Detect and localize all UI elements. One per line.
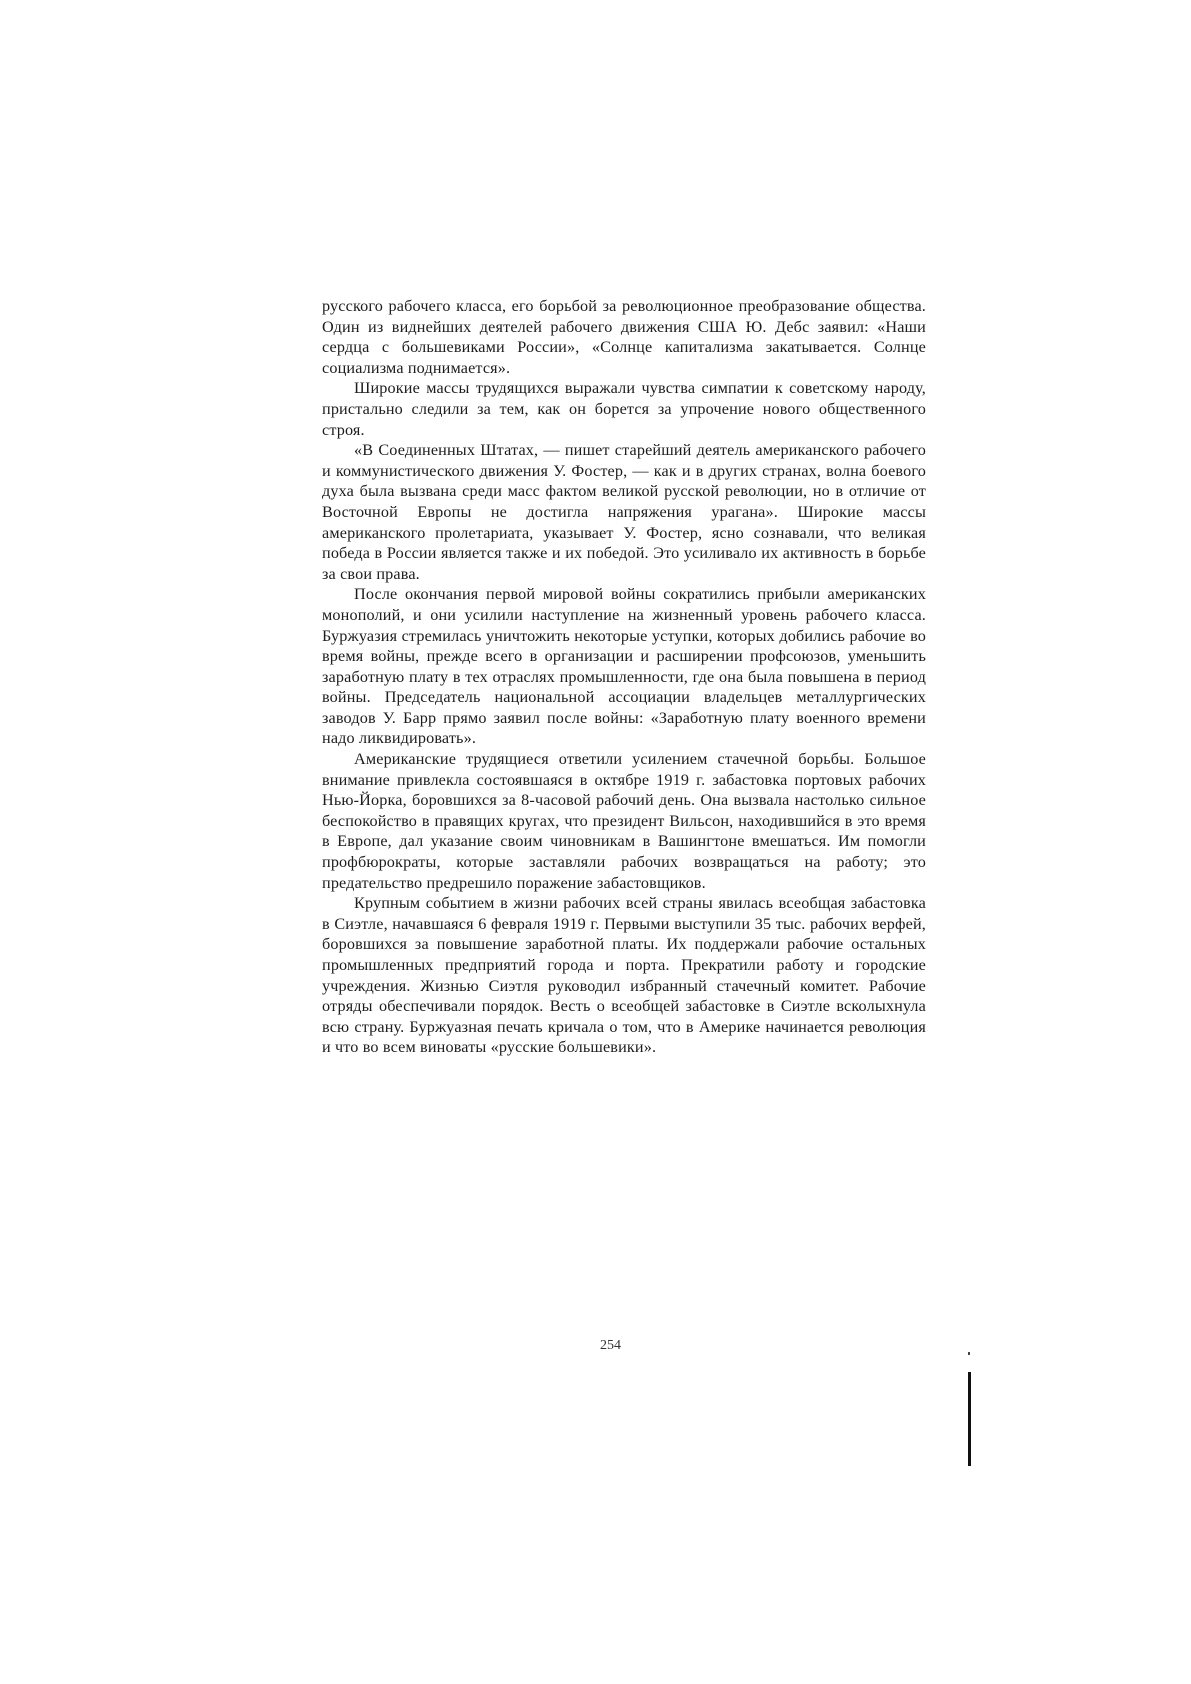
page-number: 254 [600, 1338, 621, 1353]
paragraph-1: русского рабочего класса, его борьбой за революционное преобразование общества. Один из виднейших деятелей рабочего движения США Ю. Дебс заявил: «Наши сердца с большевиками России», «Солнце капитализма закатывается. Солнце социализма поднимается». [322, 297, 926, 377]
paragraph-6: Крупным событием в жизни рабочих всей страны явилась всеобщая забастовка в Сиэтле, начавшаяся 6 февраля 1919 г. Первыми выступили 35 тыс. рабочих верфей, боровшихся за повышение заработной платы. Их поддержали рабочие остальных промышленных предприятий города и порта. Прекратили работу и городские учреждения. Жизнью Сиэтля руководил избранный стачечный комитет. Рабочие отряды обеспечивали порядок. Весть о всеобщей забастовке в Сиэтле всколыхнула всю страну. Буржуазная печать кричала о том, что в Америке начинается революция и что во всем виноваты «русские большевики». [322, 894, 926, 1057]
paragraph-2: Широкие массы трудящихся выражали чувства симпатии к советскому народу, пристально следили за тем, как он борется за упрочение нового общественного строя. [322, 379, 926, 439]
paragraph-4: После окончания первой мировой войны сократились прибыли американских монополий, и они усилили наступление на жизненный уровень рабочего класса. Буржуазия стремилась уничтожить некоторые уступки, которых добились рабочие во время войны, прежде всего в организации и расширении профсоюзов, уменьшить заработную плату в тех отраслях промышленности, где она была повышена в период войны. Председатель национальной ассоциации владельцев металлургических заводов У. Барр прямо заявил после войны: «Заработную плату военного времени надо ликвидировать». [322, 585, 926, 748]
scan-artifact-line [968, 1372, 971, 1466]
body-text [322, 296, 926, 1058]
paragraph-3: «В Соединенных Штатах, — пишет старейший деятель американского рабочего и коммунистического движения У. Фостер, — как и в других странах, волна боевого духа была вызвана среди масс фактом великой русской революции, но в отличие от Восточной Европы не достигла напряжения урагана». Широкие массы американского пролетариата, указывает У. Фостер, ясно сознавали, что великая победа в России является также и их победой. Это усиливало их активность в борьбе за свои права. [322, 441, 926, 583]
paragraph-5: Американские трудящиеся ответили усилением стачечной борьбы. Большое внимание привлекла состоявшаяся в октябре 1919 г. забастовка портовых рабочих Нью-Йорка, боровшихся за 8-часовой рабочий день. Она вызвала настолько сильное беспокойство в правящих кругах, что президент Вильсон, находившийся в это время в Европе, дал указание своим чиновникам в Вашингтоне вмешаться. Им помогли профбюрократы, которые заставляли рабочих возвращаться на работу; это предательство предрешило поражение забастовщиков. [322, 750, 926, 892]
scan-artifact-dot [968, 1352, 970, 1355]
